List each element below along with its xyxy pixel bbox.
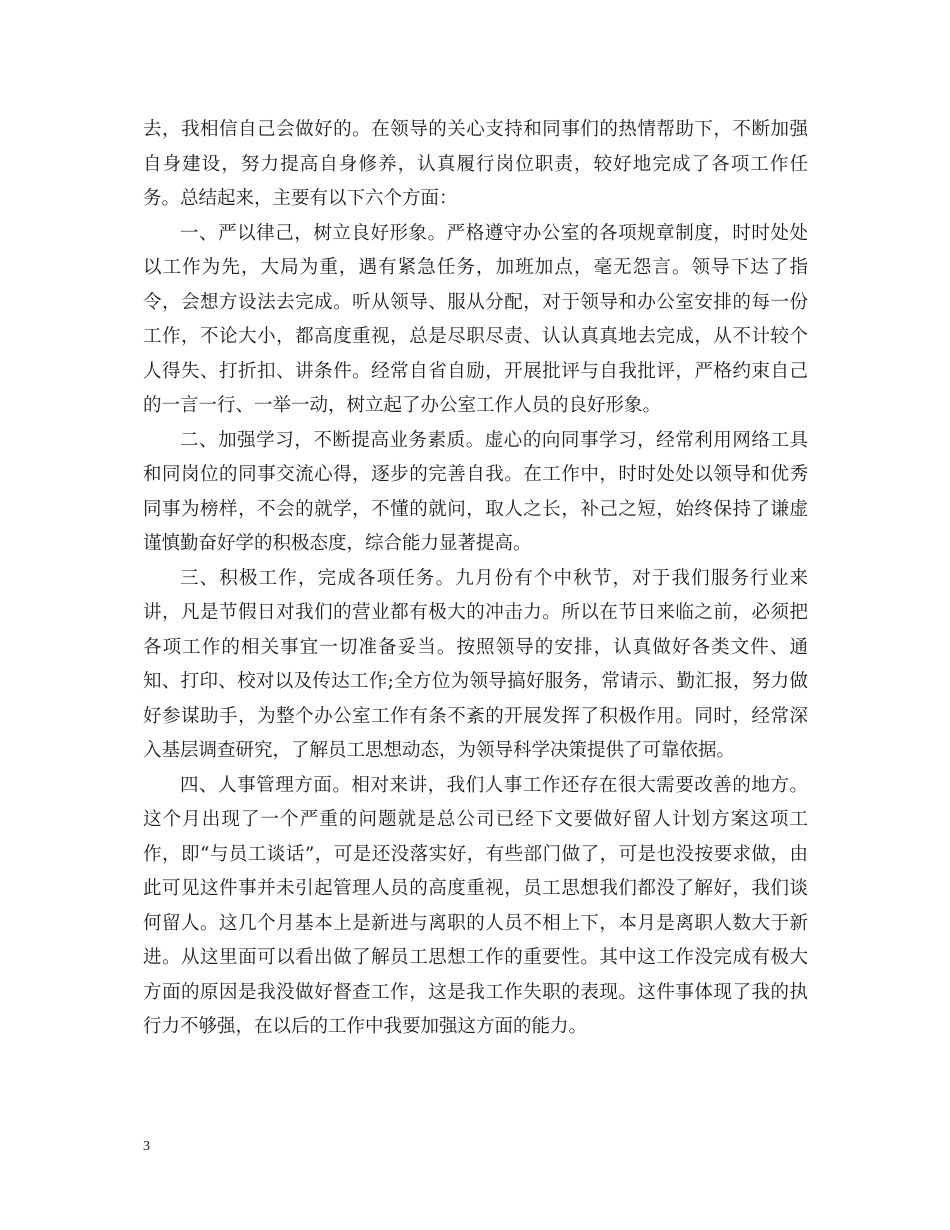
paragraph-section-1: 一、严以律己，树立良好形象。严格遵守办公室的各项规章制度，时时处处以工作为先，大局为重，遇有紧急任务，加班加点，毫无怨言。领导下达了指令，会想方设法去完成。听从领导、服从分配，对于领导和办公室安排的每一份工作，不论大小，都高度重视，总是尽职尽责、认认真真地去完成，从不计较个人得失、打折扣、讲条件。经常自省自励，开展批评与自我批评，严格约束自己的一言一行、一举一动，树立起了办公室工作人员的良好形象。 bbox=[143, 222, 808, 416]
document-body bbox=[143, 113, 808, 1045]
paragraph-continuation: 去，我相信自己会做好的。在领导的关心支持和同事们的热情帮助下，不断加强自身建设，努力提高自身修养，认真履行岗位职责，较好地完成了各项工作任务。总结起来，主要有以下六个方面： bbox=[143, 119, 808, 209]
page-number: 3 bbox=[143, 1139, 150, 1154]
paragraph-section-3: 三、积极工作，完成各项任务。九月份有个中秋节，对于我们服务行业来讲，凡是节假日对我们的营业都有极大的冲击力。所以在节日来临之前，必须把各项工作的相关事宜一切准备妥当。按照领导的安排，认真做好各类文件、通知、打印、校对以及传达工作;全方位为领导搞好服务，常请示、勤汇报，努力做好参谋助手，为整个办公室工作有条不紊的开展发挥了积极作用。同时，经常深入基层调查研究，了解员工思想动态，为领导科学决策提供了可靠依据。 bbox=[143, 567, 808, 761]
paragraph-section-4: 四、人事管理方面。相对来讲，我们人事工作还存在很大需要改善的地方。这个月出现了一个严重的问题就是总公司已经下文要做好留人计划方案这项工作，即“与员工谈话”，可是还没落实好，有些部门做了，可是也没按要求做，由此可见这件事并未引起管理人员的高度重视，员工思想我们都没了解好，我们谈何留人。这几个月基本上是新进与离职的人员不相上下，本月是离职人数大于新进。从这里面可以看出做了解员工思想工作的重要性。其中这工作没完成有极大方面的原因是我没做好督查工作，这是我工作失职的表现。这件事体现了我的执行力不够强，在以后的工作中我要加强这方面的能力。 bbox=[143, 774, 808, 1037]
paragraph-section-2: 二、加强学习，不断提高业务素质。虚心的向同事学习，经常利用网络工具和同岗位的同事交流心得，逐步的完善自我。在工作中，时时处处以领导和优秀同事为榜样，不会的就学，不懂的就问，取人之长，补己之短，始终保持了谦虚谨慎勤奋好学的积极态度，综合能力显著提高。 bbox=[143, 429, 808, 554]
